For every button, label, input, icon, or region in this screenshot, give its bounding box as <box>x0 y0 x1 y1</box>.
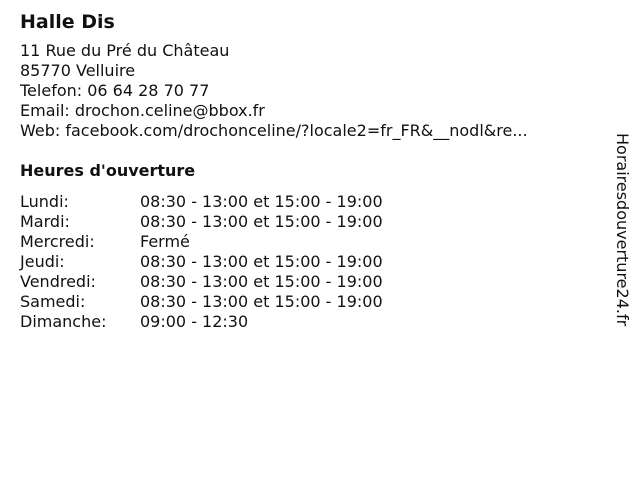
time-value: 08:30 - 13:00 et 15:00 - 19:00 <box>140 212 383 231</box>
time-value: 08:30 - 13:00 et 15:00 - 19:00 <box>140 252 383 271</box>
address-line-city: 85770 Velluire <box>20 61 136 80</box>
day-label: Vendredi: <box>20 272 96 291</box>
time-value: 08:30 - 13:00 et 15:00 - 19:00 <box>140 292 383 311</box>
address-line-street: 11 Rue du Pré du Château <box>20 41 230 60</box>
email-line[interactable]: Email: drochon.celine@bbox.fr <box>20 101 265 120</box>
hours-row-friday <box>20 272 590 292</box>
hours-row-saturday <box>20 292 590 312</box>
day-label: Mercredi: <box>20 232 95 251</box>
day-label: Dimanche: <box>20 312 107 331</box>
day-label: Lundi: <box>20 192 69 211</box>
hours-row-monday <box>20 192 590 212</box>
hours-row-tuesday <box>20 212 590 232</box>
site-watermark-text: Horairesdouverture24.fr <box>613 133 632 327</box>
phone-line[interactable]: Telefon: 06 64 28 70 77 <box>20 81 210 100</box>
opening-hours-title: Heures d'ouverture <box>20 161 196 180</box>
hours-row-wednesday <box>20 232 590 252</box>
business-name: Halle Dis <box>20 11 115 33</box>
web-line[interactable]: Web: facebook.com/drochonceline/?locale2=fr_FR&__nodl&re... <box>20 121 528 140</box>
hours-row-thursday <box>20 252 590 272</box>
opening-hours-table <box>20 192 590 332</box>
day-label: Mardi: <box>20 212 70 231</box>
time-value: Fermé <box>140 232 190 251</box>
time-value: 08:30 - 13:00 et 15:00 - 19:00 <box>140 272 383 291</box>
time-value: 08:30 - 13:00 et 15:00 - 19:00 <box>140 192 383 211</box>
hours-row-sunday <box>20 312 590 332</box>
day-label: Samedi: <box>20 292 86 311</box>
day-label: Jeudi: <box>20 252 65 271</box>
business-card <box>20 10 590 332</box>
time-value: 09:00 - 12:30 <box>140 312 249 331</box>
